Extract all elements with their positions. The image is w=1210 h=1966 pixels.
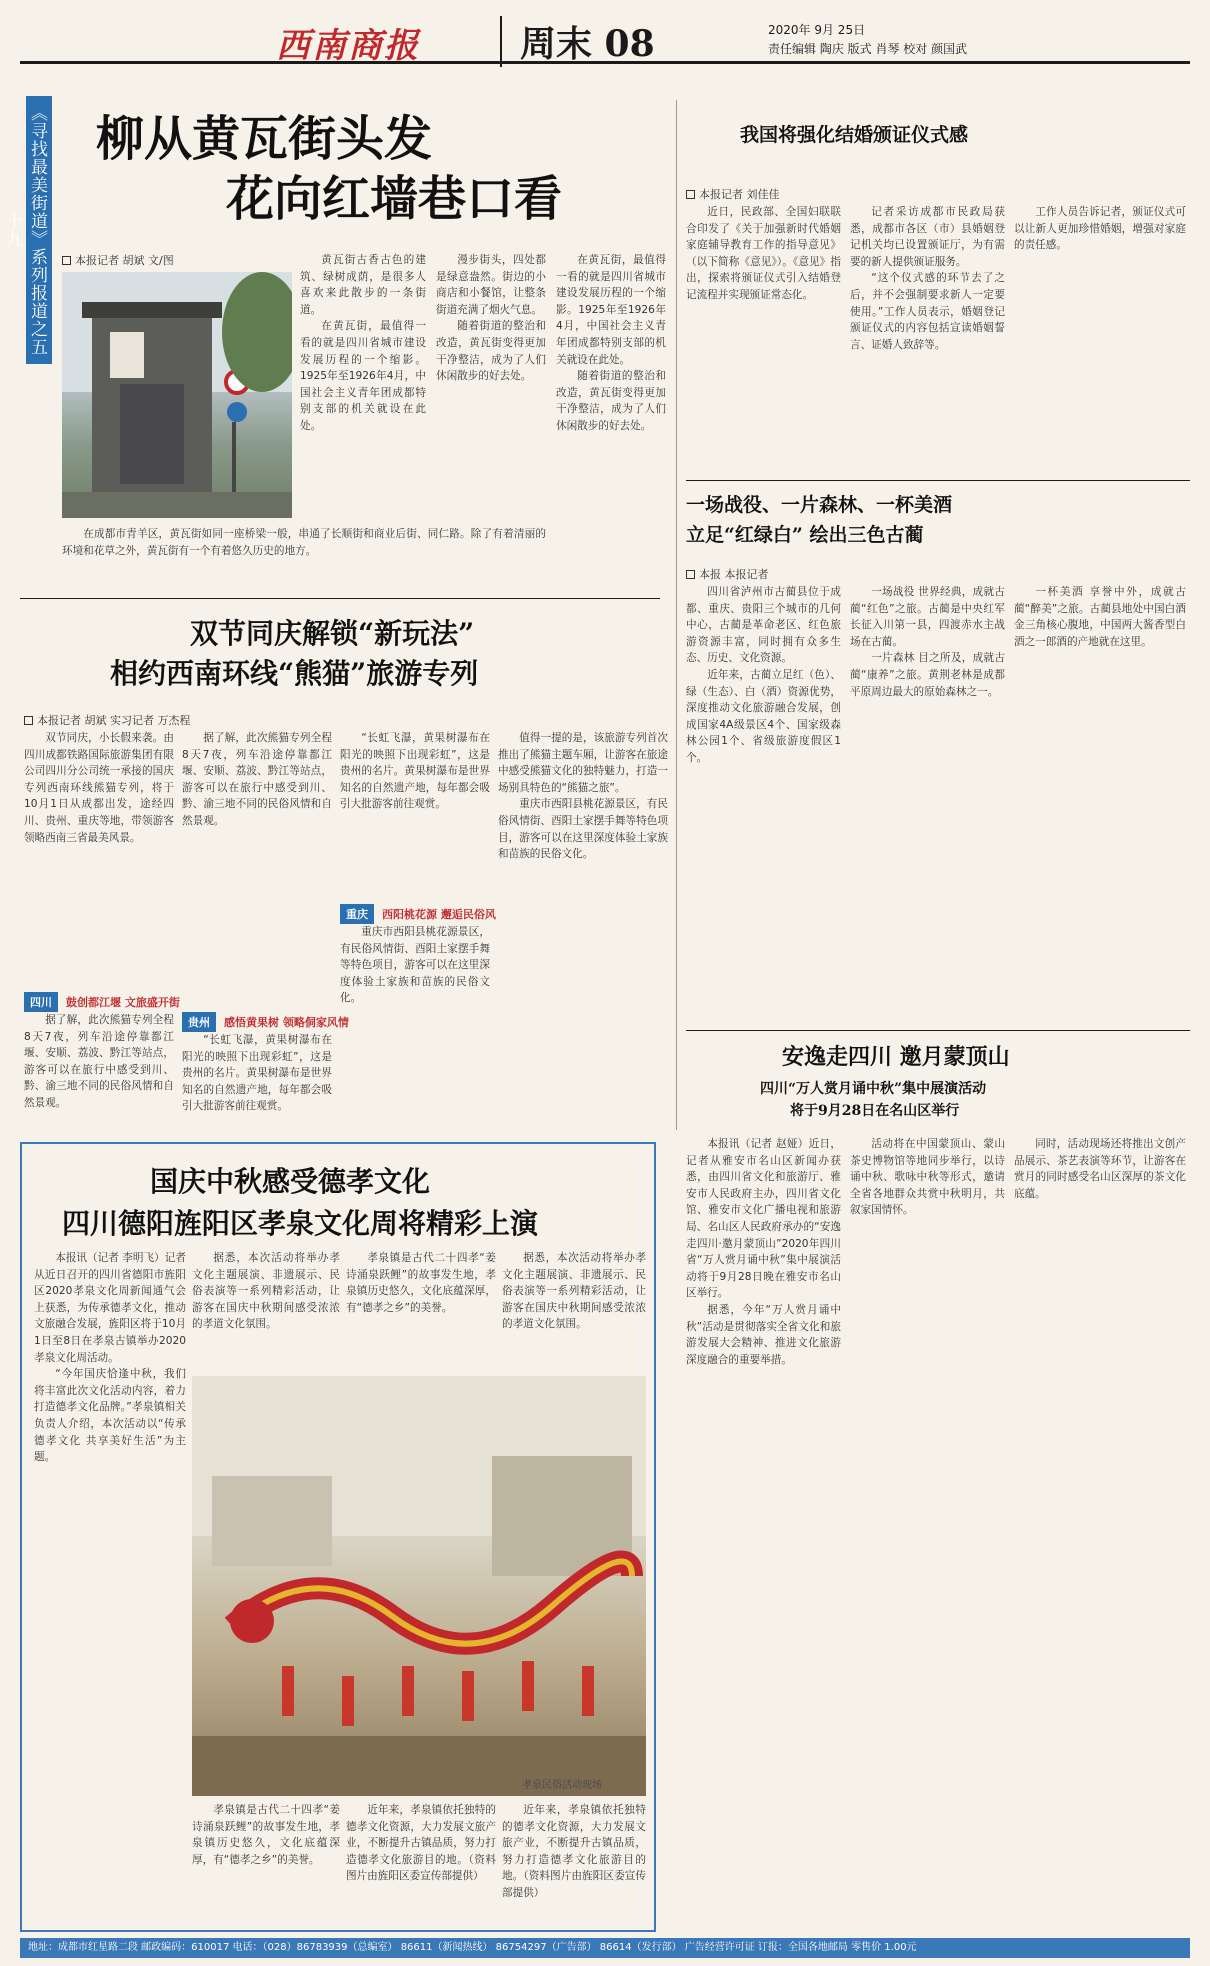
mengding-subhead-1: 四川“万人赏月诵中秋”集中展演活动: [760, 1081, 987, 1097]
travel-paragraph: 据了解，此次熊猫专列全程8天7夜，列车沿途停靠都江堰、安顺、荔波、黔江等站点，游客可以在旅行中感受到川、黔、渝三地不同的民俗风情和自然景观。: [182, 732, 332, 827]
photo-caption: 孝泉民俗活动现场: [522, 1780, 602, 1791]
xiaoquan-col4-bottom: [502, 1802, 646, 1918]
mengding-headline: 安逸走四川 邀月蒙顶山: [782, 1044, 1010, 1070]
travel-byline-text: 本报记者 胡斌 实习记者 万杰程: [37, 714, 191, 727]
xiaoquan-paragraph: 据悉，本次活动将举办孝文化主题展演、非遗展示、民俗表演等一系列精彩活动，让游客在国庆中秋期间感受浓浓的孝道文化氛围。: [502, 1252, 646, 1331]
xiaoquan-paragraph: 本报讯（记者 李明飞）记者从近日召开的四川省德阳市旌阳区2020孝泉文化周新闻通气会上获悉，为传承德孝文化，推动文旅融合发展，旌阳区将于10月1日至8日在孝泉古镇举办2020孝泉文化周活动。: [34, 1252, 186, 1364]
byline-box-icon: [686, 190, 695, 199]
mengding-col2: [850, 1136, 1005, 1932]
wedding-paragraph: 近日，民政部、全国妇联联合印发了《关于加强新时代婚姻家庭辅导教育工作的指导意见》（以下简称《意见》）。《意见》指出，探索将颁证仪式引入结婚登记流程并实现颁证常态化。: [686, 206, 841, 301]
lead-headline-line2: 花向红墙巷口看: [226, 171, 563, 227]
lead-body-col3: [556, 252, 666, 586]
travel-headline-line2: 相约西南环线“熊猫”旅游专列: [110, 657, 479, 690]
travel-paragraph: 值得一提的是，该旅游专列首次推出了熊猫主题车厢，让游客在旅途中感受熊猫文化的独特魅力，打造一场别具特色的“熊猫之旅”。: [498, 732, 668, 794]
wedding-col1: [686, 204, 841, 474]
lead-paragraph: 随着街道的整治和改造，黄瓦街变得更加干净整洁，成为了人们休闲散步的好去处。: [436, 320, 546, 383]
mengding-paragraph: 同时，活动现场还将推出文创产品展示、茶艺表演等环节，让游客在赏月的同时感受名山区深厚的茶文化底蕴。: [1014, 1138, 1186, 1200]
wedding-headline: 我国将强化结婚颁证仪式感: [740, 124, 969, 146]
mengding-col1: [686, 1136, 841, 1932]
xiaoquan-paragraph: 近年来，孝泉镇依托独特的德孝文化资源，大力发展文旅产业，不断提升古镇品质，努力打造德孝文化旅游目的地。（资料图片由旌阳区委宣传部提供）: [346, 1804, 496, 1883]
series-label: 《寻找最美街道》系列报道之五十九: [26, 96, 52, 364]
wedding-byline: [686, 186, 780, 202]
mengding-paragraph: 活动将在中国蒙顶山、蒙山茶史博物馆等地同步举行，以诗诵中秋、歌咏中秋等形式，邀请全省各地群众共赏中秋明月，共叙家国情怀。: [850, 1138, 1005, 1217]
travel-headline-line1: 双节同庆解锁“新玩法”: [190, 617, 475, 650]
xiaoquan-paragraph: “今年国庆恰逢中秋，我们将丰富此次文化活动内容，着力打造德孝文化品牌。”孝泉镇相关负责人介绍，本次活动以“传承德孝文化 共享美好生活”为主题。: [34, 1368, 186, 1464]
mengding-paragraph: 据悉，今年“万人赏月诵中秋”活动是贯彻落实全省文化和旅游发展大会精神、推进文化旅游深度融合的重要举措。: [686, 1303, 841, 1366]
section-rule: [686, 480, 1190, 481]
xiaoquan-col2-top: [192, 1250, 340, 1370]
xiaoquan-col1: [34, 1250, 186, 1918]
gulin-col2: [850, 584, 1005, 1024]
lead-headline-line1: 柳从黄瓦街头发: [96, 111, 433, 167]
dragon-dance-illustration: [192, 1376, 646, 1796]
lead-paragraph: 在成都市青羊区，黄瓦街如同一座桥梁一般，串通了长顺街和商业后街、同仁路。除了有着清丽的环境和花草之外，黄瓦街有一个有着悠久历史的地方。: [62, 528, 546, 557]
travel-col3b: [340, 924, 490, 1130]
lead-paragraph: 黄瓦街古香古色的建筑、绿树成荫，是很多人喜欢来此散步的一条街道。: [300, 254, 426, 316]
gulin-paragraph: 一场战役 世界经典，成就古蔺“红色”之旅。古蔺是中央红军长征入川第一县，四渡赤水主战场在古蔺。: [850, 586, 1005, 648]
editor-credits: 责任编辑 陶庆 版式 肖琴 校对 颜国武: [768, 42, 968, 56]
gulin-paragraph: 四川省泸州市古蔺县位于成都、重庆、贵阳三个城市的几何中心，古蔺是革命老区、红色旅游资源丰富，同时拥有众多生态、历史、文化资源。: [686, 586, 841, 665]
travel-tag-guizhou: 贵州: [182, 1012, 216, 1032]
page-footer: 地址：成都市红星路二段 邮政编码：610017 电话：（028）86783939（总编室） 86611（新闻热线） 86754297（广告部） 86614（发行部） 广告经营许可证 订报：全国各地邮局 零售价 1.00元: [20, 1938, 1190, 1958]
lead-byline: [62, 252, 174, 268]
travel-tag-sichuan-sub: 鼓创都江堰 文旅盛开街: [66, 996, 180, 1009]
gulin-col3: [1014, 584, 1186, 1024]
xiaoquan-paragraph: 孝泉镇是古代二十四孝“姜诗涌泉跃鲤”的故事发生地，孝泉镇历史悠久，文化底蕴深厚，有“德孝之乡”的美誉。: [346, 1252, 496, 1314]
masthead: [20, 14, 1190, 64]
travel-paragraph: 重庆市西阳县桃花源景区，有民俗风情街、酉阳土家摆手舞等特色项目，游客可以在这里深度体验土家族和苗族的民俗文化。: [498, 798, 668, 861]
byline-box-icon: [24, 716, 33, 725]
wedding-byline-text: 本报记者 刘佳佳: [699, 188, 780, 201]
xiaoquan-paragraph: 近年来，孝泉镇依托独特的德孝文化资源，大力发展文旅产业，不断提升古镇品质，努力打造德孝文化旅游目的地。（资料图片由旌阳区委宣传部提供）: [502, 1804, 646, 1899]
lead-body-bottom: [62, 526, 546, 586]
travel-col1b: [24, 1012, 174, 1130]
xiaoquan-col2-bottom: [192, 1802, 340, 1918]
section-rule: [20, 598, 660, 599]
lead-paragraph: 随着街道的整治和改造，黄瓦街变得更加干净整洁，成为了人们休闲散步的好去处。: [556, 370, 666, 432]
mengding-paragraph: 本报讯（记者 赵娅）近日，记者从雅安市名山区新闻办获悉，由四川省文化和旅游厅、雅安市人民政府主办，四川省文化馆、雅安市文化广播电视和旅游局、名山区人民政府承办的“安逸走四川·邀月蒙顶山”2020年四川省“万人赏月诵中秋”集中展演活动将于9月28日晚在雅安市名山区举行。: [686, 1138, 841, 1300]
street-gate-photo: [62, 272, 292, 518]
travel-paragraph: “长虹飞瀑，黄果树瀑布在阳光的映照下出现彩虹”，这是贵州的名片。黄果树瀑布是世界知名的自然遗产地，每年都会吸引大批游客前往观赏。: [340, 732, 490, 811]
byline-box-icon: [686, 570, 695, 579]
gulin-byline: [686, 566, 769, 582]
travel-col4: [498, 730, 668, 1130]
column-divider: [676, 100, 677, 1130]
gulin-paragraph: 近年来，古蔺立足红（色）、绿（生态）、白（酒）资源优势，深度推动文化旅游融合发展，创成国家4A级景区4个、国家级森林公园1个、省级旅游度假区1个。: [686, 668, 841, 764]
street-gate-illustration: [62, 272, 292, 518]
travel-tag-guizhou-sub: 感悟黄果树 领略侗家风情: [224, 1016, 349, 1029]
xiaoquan-headline-line1: 国庆中秋感受德孝文化: [150, 1165, 431, 1198]
section-title: 周末 08: [500, 16, 655, 67]
travel-paragraph: 重庆市西阳县桃花源景区，有民俗风情街、酉阳土家摆手舞等特色项目，游客可以在这里深度体验土家族和苗族的民俗文化。: [340, 926, 490, 1005]
travel-paragraph: 双节同庆，小长假来袭。由四川成都铁路国际旅游集团有限公司四川分公司统一承接的国庆专列西南环线熊猫专列，将于10月1日从成都出发，途经四川、贵州、重庆等地，带领游客领略西南三省最美风景。: [24, 732, 174, 844]
issue-date: 2020年 9月 25日: [768, 23, 866, 37]
wedding-paragraph: 工作人员告诉记者，颁证仪式可以让新人更加珍惜婚姻，增强对家庭的责任感。: [1014, 206, 1186, 252]
lead-body-col2: [436, 252, 546, 518]
wedding-col3: [1014, 204, 1186, 474]
gulin-byline-text: 本报 本报记者: [699, 568, 769, 581]
xiaoquan-paragraph: 据悉，本次活动将举办孝文化主题展演、非遗展示、民俗表演等一系列精彩活动，让游客在国庆中秋期间感受浓浓的孝道文化氛围。: [192, 1252, 340, 1331]
xiaoquan-col3-bottom: [346, 1802, 496, 1918]
travel-tag-sichuan: 四川: [24, 992, 58, 1012]
wedding-paragraph: 记者采访成都市民政局获悉，成都市各区（市）县婚姻登记机关均已设置颁证厅，为有需要的新人提供颁证服务。: [850, 206, 1005, 268]
wedding-paragraph: “这个仪式感的环节去了之后，并不会强制要求新人一定要使用。”工作人员表示，婚姻登记颁证仪式的内容包括宣读婚姻誓言、证婚人致辞等。: [850, 272, 1005, 351]
travel-paragraph: “长虹飞瀑，黄果树瀑布在阳光的映照下出现彩虹”，这是贵州的名片。黄果树瀑布是世界知名的自然遗产地，每年都会吸引大批游客前往观赏。: [182, 1034, 332, 1113]
gulin-paragraph: 一杯美酒 享誉中外，成就古蔺“醉美”之旅。古蔺县地处中国白酒金三角核心腹地，中国两大酱香型白酒之一郎酒的产地就在这里。: [1014, 586, 1186, 648]
section-rule: [686, 1030, 1190, 1031]
mengding-col3: [1014, 1136, 1186, 1932]
mengding-subhead-2: 将于9月28日在名山区举行: [790, 1103, 960, 1119]
lead-paragraph: 在黄瓦街，最值得一看的就是四川省城市建设发展历程的一个缩影。1925年至1926年4月，中国社会主义青年团成都特别支部的机关就设在此处。: [300, 320, 426, 432]
lead-paragraph: 漫步街头，四处都是绿意盎然。街边的小商店和小餐馆，让整条街道充满了烟火气息。: [436, 254, 546, 316]
lead-body-col1: [300, 252, 426, 518]
lead-paragraph: 在黄瓦街，最值得一看的就是四川省城市建设发展历程的一个缩影。1925年至1926年4月，中国社会主义青年团成都特别支部的机关就设在此处。: [556, 254, 666, 366]
newspaper-logo: 西南商报: [276, 26, 420, 66]
byline-box-icon: [62, 256, 71, 265]
travel-paragraph: 据了解，此次熊猫专列全程8天7夜，列车沿途停靠都江堰、安顺、荔波、黔江等站点，游客可以在旅行中感受到川、黔、渝三地不同的民俗风情和自然景观。: [24, 1014, 174, 1109]
xiaoquan-col4-top: [502, 1250, 646, 1370]
xiaoquan-paragraph: 孝泉镇是古代二十四孝“姜诗涌泉跃鲤”的故事发生地，孝泉镇历史悠久，文化底蕴深厚，有“德孝之乡”的美誉。: [192, 1804, 340, 1866]
travel-tag-chongqing: 重庆: [340, 904, 374, 924]
gulin-paragraph: 一片森林 目之所及，成就古蔺“康养”之旅。黄荆老林是成都平原周边最大的原始森林之一。: [850, 652, 1005, 698]
gulin-headline-line1: 一场战役、一片森林、一杯美酒: [686, 494, 953, 516]
travel-byline: [24, 712, 191, 728]
dragon-dance-photo: [192, 1376, 646, 1796]
gulin-col1: [686, 584, 841, 1024]
travel-col2b: [182, 1032, 332, 1130]
travel-tag-chongqing-sub: 西阳桃花源 邂逅民俗风: [382, 908, 496, 921]
wedding-col2: [850, 204, 1005, 474]
xiaoquan-headline-line2: 四川德阳旌阳区孝泉文化周将精彩上演: [62, 1207, 539, 1240]
xiaoquan-col3-top: [346, 1250, 496, 1370]
lead-byline-text: 本报记者 胡斌 文/图: [75, 254, 174, 267]
gulin-headline-line2: 立足“红绿白” 绘出三色古蔺: [686, 524, 924, 546]
